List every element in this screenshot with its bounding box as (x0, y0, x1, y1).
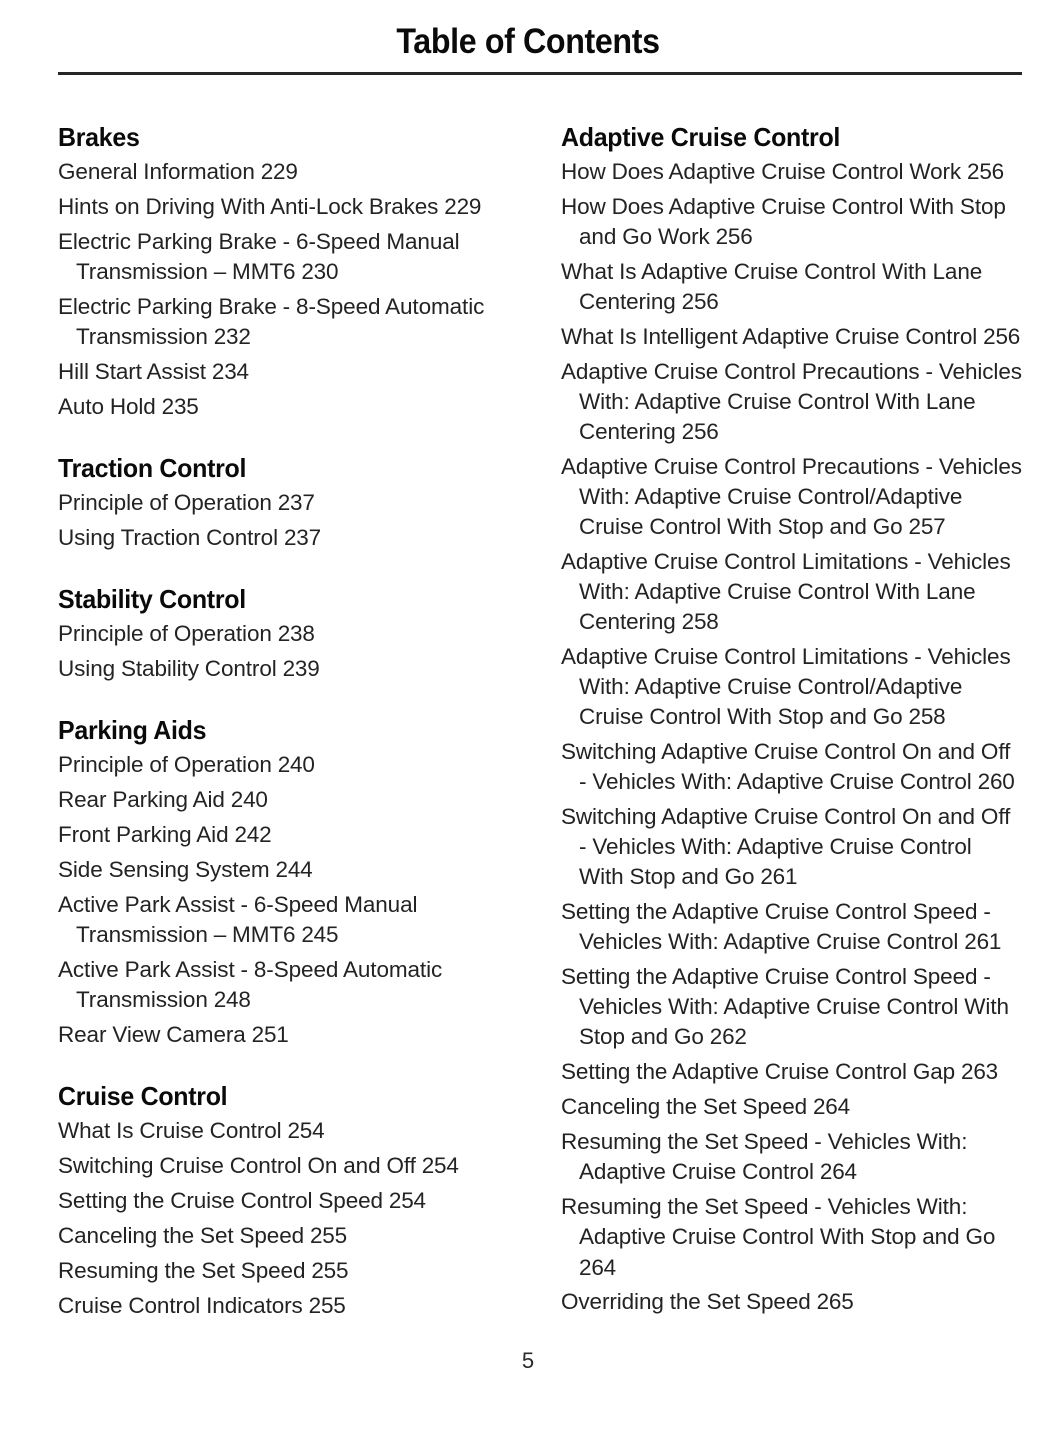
toc-entry-label: What Is Adaptive Cruise Control With Lane Centering (561, 259, 983, 314)
toc-entry[interactable] (561, 1057, 1022, 1088)
toc-entry[interactable] (58, 619, 519, 650)
toc-section (561, 122, 1022, 1318)
toc-entry-label: How Does Adaptive Cruise Control With Stop and Go Work (561, 194, 1006, 249)
toc-entry[interactable] (561, 257, 1022, 318)
toc-entry[interactable] (58, 890, 519, 951)
toc-entry-page: 256 (983, 324, 1021, 349)
toc-entry[interactable] (561, 1127, 1022, 1188)
toc-entry[interactable] (561, 547, 1022, 638)
toc-entry[interactable] (561, 157, 1022, 188)
toc-column (561, 122, 1022, 1326)
toc-entry-page: 244 (275, 857, 313, 882)
toc-section (58, 715, 519, 1051)
section-heading: Cruise Control (58, 1081, 228, 1111)
toc-entry-label: Switching Adaptive Cruise Control On and Off - Vehicles With: Adaptive Cruise Control With Stop and Go (561, 804, 1011, 889)
toc-entry-page: 254 (287, 1118, 325, 1143)
toc-entry-label: Using Stability Control (58, 656, 277, 681)
toc-entry-label: Side Sensing System (58, 857, 270, 882)
toc-entry[interactable] (561, 192, 1022, 253)
toc-entry-page: 238 (277, 621, 315, 646)
toc-section (58, 122, 519, 423)
toc-entry[interactable] (561, 1092, 1022, 1123)
toc-entry-label: Using Traction Control (58, 525, 278, 550)
toc-entry-page: 256 (715, 224, 753, 249)
toc-entry[interactable] (58, 750, 519, 781)
toc-entry[interactable] (561, 962, 1022, 1053)
toc-entry-label: General Information (58, 159, 255, 184)
toc-entry-label: How Does Adaptive Cruise Control Work (561, 159, 962, 184)
toc-entry-label: Switching Adaptive Cruise Control On and Off - Vehicles With: Adaptive Cruise Control (561, 739, 1011, 794)
section-heading: Brakes (58, 122, 140, 152)
toc-entry-page: 264 (579, 1255, 616, 1280)
toc-entry[interactable] (58, 227, 519, 288)
toc-entry-page: 257 (908, 514, 946, 539)
toc-entry-page: 237 (277, 490, 315, 515)
section-heading: Adaptive Cruise Control (561, 122, 841, 152)
toc-entry-page: 256 (967, 159, 1004, 184)
toc-entry-page: 261 (760, 864, 798, 889)
toc-entry-label: Principle of Operation (58, 621, 272, 646)
toc-entry-page: 237 (283, 525, 321, 550)
toc-entry-page: 230 (301, 259, 339, 284)
toc-entry-label: What Is Intelligent Adaptive Cruise Control (561, 324, 978, 349)
toc-entry-page: 261 (964, 929, 1002, 954)
toc-entry-label: Adaptive Cruise Control Limitations - Vehicles With: Adaptive Cruise Control With Lane Centering (561, 549, 1011, 634)
toc-entry-label: Setting the Cruise Control Speed (58, 1188, 383, 1213)
toc-entry-page: 263 (961, 1059, 998, 1084)
toc-entry-label: Resuming the Set Speed (58, 1258, 306, 1283)
toc-entry-page: 240 (277, 752, 315, 777)
toc-entry-page: 235 (161, 394, 199, 419)
title-divider (58, 72, 1022, 75)
toc-entry-page: 255 (308, 1293, 346, 1318)
toc-entry-label: Switching Cruise Control On and Off (58, 1153, 416, 1178)
toc-entry-label: Resuming the Set Speed - Vehicles With: Adaptive Cruise Control (561, 1129, 968, 1184)
toc-entry-label: Hints on Driving With Anti-Lock Brakes (58, 194, 439, 219)
toc-entry-label: Resuming the Set Speed - Vehicles With: Adaptive Cruise Control With Stop and Go (561, 1194, 996, 1249)
toc-entry-label: Cruise Control Indicators (58, 1293, 303, 1318)
toc-entry[interactable] (58, 392, 519, 423)
toc-entry-label: Front Parking Aid (58, 822, 229, 847)
toc-entry-label: Auto Hold (58, 394, 156, 419)
toc-entry-label: Adaptive Cruise Control Precautions - Vehicles With: Adaptive Cruise Control With Lane Centering (561, 359, 1022, 444)
toc-entry-page: 265 (816, 1289, 854, 1314)
toc-entry-label: Hill Start Assist (58, 359, 206, 384)
toc-entry-page: 242 (234, 822, 272, 847)
toc-entry-page: 260 (977, 769, 1015, 794)
toc-entry-page: 251 (251, 1022, 289, 1047)
toc-entry[interactable] (58, 1291, 519, 1322)
toc-entry-label: Setting the Adaptive Cruise Control Gap (561, 1059, 956, 1084)
toc-entry[interactable] (58, 1221, 519, 1252)
toc-entry-page: 262 (709, 1024, 747, 1049)
toc-entry[interactable] (561, 642, 1022, 733)
toc-columns (58, 122, 1022, 1326)
toc-entry-page: 248 (213, 987, 251, 1012)
toc-entry-page: 255 (311, 1258, 349, 1283)
toc-entry-page: 256 (681, 419, 719, 444)
toc-entry[interactable] (58, 1186, 519, 1217)
toc-entry-label: Overriding the Set Speed (561, 1289, 811, 1314)
toc-entry-label: Setting the Adaptive Cruise Control Speed - Vehicles With: Adaptive Cruise Control (561, 899, 991, 954)
toc-entry[interactable] (561, 1192, 1022, 1283)
toc-entry[interactable] (58, 855, 519, 886)
toc-entry[interactable] (561, 322, 1022, 353)
toc-entry-page: 254 (388, 1188, 426, 1213)
toc-entry-label: Canceling the Set Speed (58, 1223, 305, 1248)
toc-entry-page: 229 (444, 194, 482, 219)
toc-entry[interactable] (58, 1020, 519, 1051)
toc-entry-page: 234 (211, 359, 249, 384)
toc-entry-label: Principle of Operation (58, 490, 272, 515)
toc-entry[interactable] (58, 157, 519, 188)
toc-entry-label: Adaptive Cruise Control Precautions - Vehicles With: Adaptive Cruise Control/Adaptive Cruise Control With Stop and Go (561, 454, 1022, 539)
toc-entry[interactable] (58, 488, 519, 519)
toc-entry[interactable] (561, 1287, 1022, 1318)
toc-entry[interactable] (58, 785, 519, 816)
toc-entry-page: 264 (819, 1159, 857, 1184)
section-heading: Traction Control (58, 453, 247, 483)
toc-entry-page: 245 (301, 922, 339, 947)
toc-entry-label: Adaptive Cruise Control Limitations - Vehicles With: Adaptive Cruise Control/Adaptive Cruise Control With Stop and Go (561, 644, 1011, 729)
toc-entry[interactable] (561, 357, 1022, 448)
toc-entry[interactable] (561, 737, 1022, 798)
toc-entry[interactable] (58, 1151, 519, 1182)
toc-entry-label: Canceling the Set Speed (561, 1094, 808, 1119)
toc-entry-page: 264 (812, 1094, 850, 1119)
toc-entry-page: 240 (230, 787, 268, 812)
toc-entry-label: Electric Parking Brake - 6-Speed Manual Transmission – MMT6 (58, 229, 460, 284)
toc-section (58, 584, 519, 685)
toc-entry[interactable] (58, 1256, 519, 1287)
toc-entry[interactable] (58, 357, 519, 388)
toc-entry[interactable] (58, 955, 519, 1016)
toc-entry-page: 256 (681, 289, 719, 314)
toc-entry-page: 239 (282, 656, 320, 681)
toc-entry-label: Electric Parking Brake - 8-Speed Automatic Transmission (58, 294, 485, 349)
toc-entry-page: 258 (908, 704, 946, 729)
toc-entry[interactable] (561, 802, 1022, 893)
toc-entry-page: 254 (421, 1153, 459, 1178)
toc-column (58, 122, 519, 1326)
toc-entry[interactable] (58, 292, 519, 353)
section-heading: Parking Aids (58, 715, 207, 745)
toc-entry[interactable] (561, 452, 1022, 543)
toc-section (58, 453, 519, 554)
toc-entry[interactable] (58, 820, 519, 851)
toc-entry[interactable] (58, 523, 519, 554)
toc-entry[interactable] (58, 654, 519, 685)
toc-entry[interactable] (561, 897, 1022, 958)
toc-entry-label: Rear Parking Aid (58, 787, 225, 812)
page-number: 5 (521, 1348, 535, 1373)
section-heading: Stability Control (58, 584, 246, 614)
toc-entry[interactable] (58, 1116, 519, 1147)
toc-entry[interactable] (58, 192, 519, 223)
toc-entry-page: 255 (309, 1223, 347, 1248)
toc-entry-label: Rear View Camera (58, 1022, 246, 1047)
toc-entry-page: 258 (681, 609, 719, 634)
toc-section (58, 1081, 519, 1322)
toc-entry-label: Principle of Operation (58, 752, 272, 777)
toc-entry-page: 232 (213, 324, 251, 349)
toc-entry-label: Active Park Assist - 8-Speed Automatic Transmission (58, 957, 443, 1012)
page-title: Table of Contents (396, 22, 660, 61)
toc-entry-label: What Is Cruise Control (58, 1118, 282, 1143)
toc-entry-label: Active Park Assist - 6-Speed Manual Transmission – MMT6 (58, 892, 418, 947)
toc-entry-page: 229 (260, 159, 298, 184)
toc-entry-label: Setting the Adaptive Cruise Control Speed - Vehicles With: Adaptive Cruise Control With Stop and Go (561, 964, 1009, 1049)
